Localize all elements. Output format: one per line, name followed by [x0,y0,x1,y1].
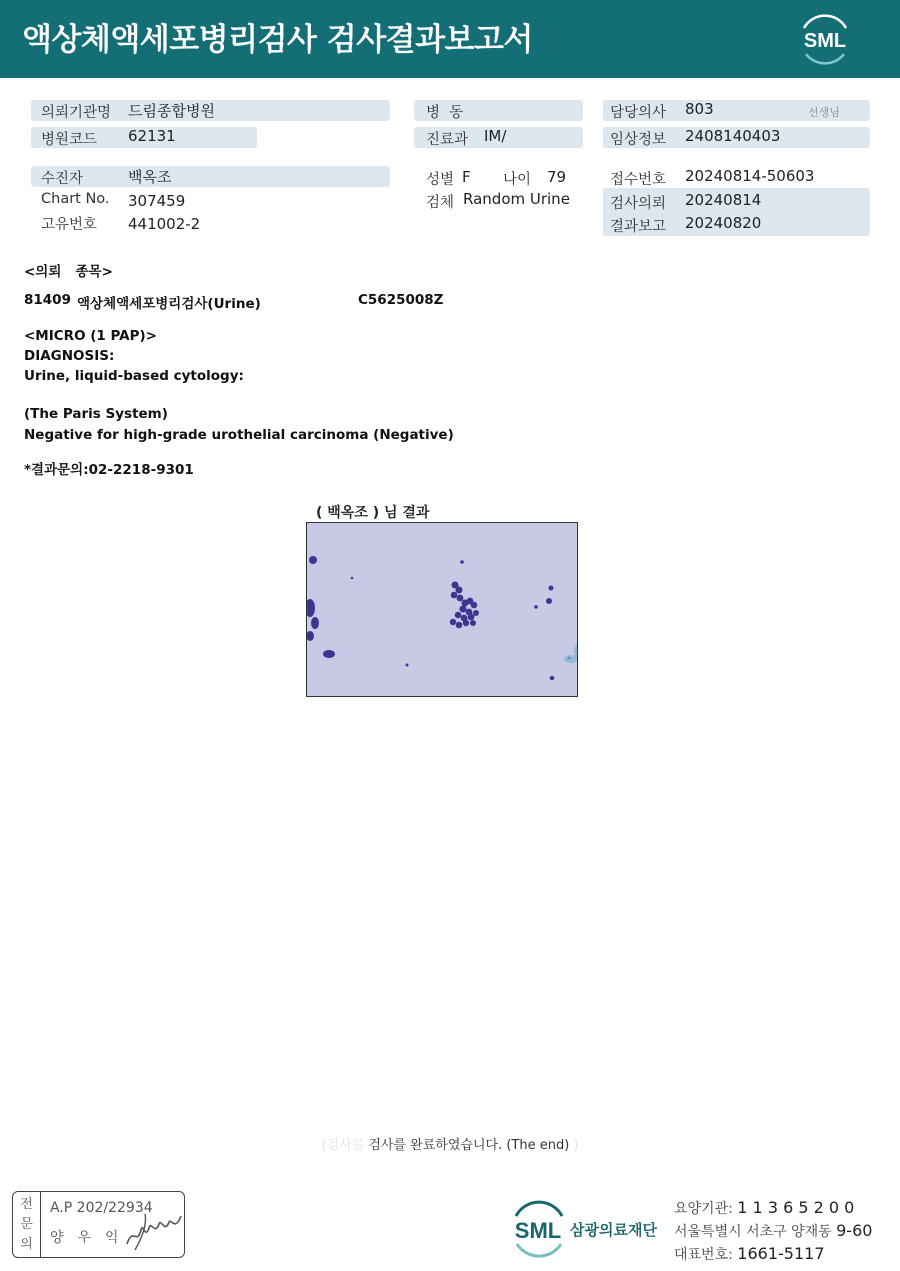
ap-number: A.P 202/22934 [50,1200,153,1216]
age-label: 나이 [503,172,532,188]
report-header [0,0,900,78]
unique-number-value: 441002-2 [128,215,201,233]
sex-label: 성별 [426,172,455,188]
request-heading: <의뢰 종목> [24,264,113,280]
sml-logo [796,12,854,66]
handwritten-signature-icon [123,1206,185,1254]
hospital-code-value: 62131 [128,127,176,145]
diagnosis-result: Negative for high-grade urothelial carcinoma (Negative) [24,427,454,443]
cytology-cells [307,523,578,697]
institution-code-value: 1 1 3 6 5 2 0 0 [737,1198,855,1217]
ward-label: 병 동 [426,105,464,121]
clinical-info-label: 임상정보 [610,132,667,148]
svg-text:SML: SML [514,1218,562,1243]
unique-number-label: 고유번호 [41,217,98,233]
test-code: 81409 [24,292,71,308]
hospital-code-label: 병원코드 [41,132,98,148]
doctor-suffix: 선생님 [808,106,840,119]
doctor-value: 803 [685,100,714,118]
image-caption: ( 백옥조 ) 님 결과 [316,505,430,521]
address-value: 9-60 [836,1221,873,1240]
cytology-image [306,522,578,697]
patient-value: 백옥조 [128,168,172,186]
sex-value: F [462,168,471,186]
dept-value: IM/ [484,127,507,145]
dept-label: 진료과 [426,132,469,148]
phone [674,1244,825,1264]
stamp-char-2: 문 [20,1217,33,1232]
receipt-number-label: 접수번호 [610,172,667,188]
test-name: 액상체액세포병리검사(Urine) [77,296,261,312]
request-date-value: 20240814 [685,191,762,209]
footer-org-name: 삼광의료재단 [570,1221,657,1239]
specialist-stamp [12,1191,185,1258]
clinical-info-value: 2408140403 [685,127,781,145]
end-notice [0,1134,900,1153]
paris-system-line: (The Paris System) [24,406,168,422]
receipt-number-value: 20240814-50603 [685,167,815,185]
phone-value: 1661-5117 [737,1244,825,1263]
phone-label: 대표번호: [674,1247,733,1263]
stamp-title [13,1192,41,1257]
patient-label: 수진자 [41,171,84,187]
chart-label: Chart No. [41,191,110,207]
specimen-label: 검체 [426,195,455,211]
specialist-name: 양우익 [50,1230,133,1246]
institution-code-label: 요양기관: [674,1201,733,1217]
address [674,1221,872,1241]
doctor-label: 담당의사 [610,105,667,121]
age-value: 79 [547,168,567,186]
end-text: 검사를 완료하였습니다. (The end) [368,1138,570,1153]
report-title: 액상체액세포병리검사 검사결과보고서 [22,22,533,58]
micro-heading: <MICRO (1 PAP)> [24,328,157,344]
band-patient [31,166,390,187]
stamp-char-1: 전 [20,1197,33,1212]
report-date-value: 20240820 [685,214,762,232]
diagnosis-line: Urine, liquid-based cytology: [24,368,244,384]
end-ghost-left: (검사를 [321,1138,365,1153]
svg-text:SML: SML [803,30,847,52]
institution-label: 의뢰기관명 [41,105,112,121]
stamp-char-3: 의 [20,1237,33,1252]
contact-line: *결과문의:02-2218-9301 [24,462,194,478]
institution-code [674,1198,854,1218]
diagnosis-label: DIAGNOSIS: [24,348,115,364]
end-ghost-right: ) [573,1138,579,1153]
institution-value: 드림종합병원 [128,102,215,120]
specimen-value: Random Urine [463,190,570,208]
request-date-label: 검사의뢰 [610,196,667,212]
report-date-label: 결과보고 [610,219,667,235]
address-label: 서울특별시 서초구 양재동 [674,1224,832,1240]
test-id: C5625008Z [358,292,444,308]
chart-value: 307459 [128,192,186,210]
